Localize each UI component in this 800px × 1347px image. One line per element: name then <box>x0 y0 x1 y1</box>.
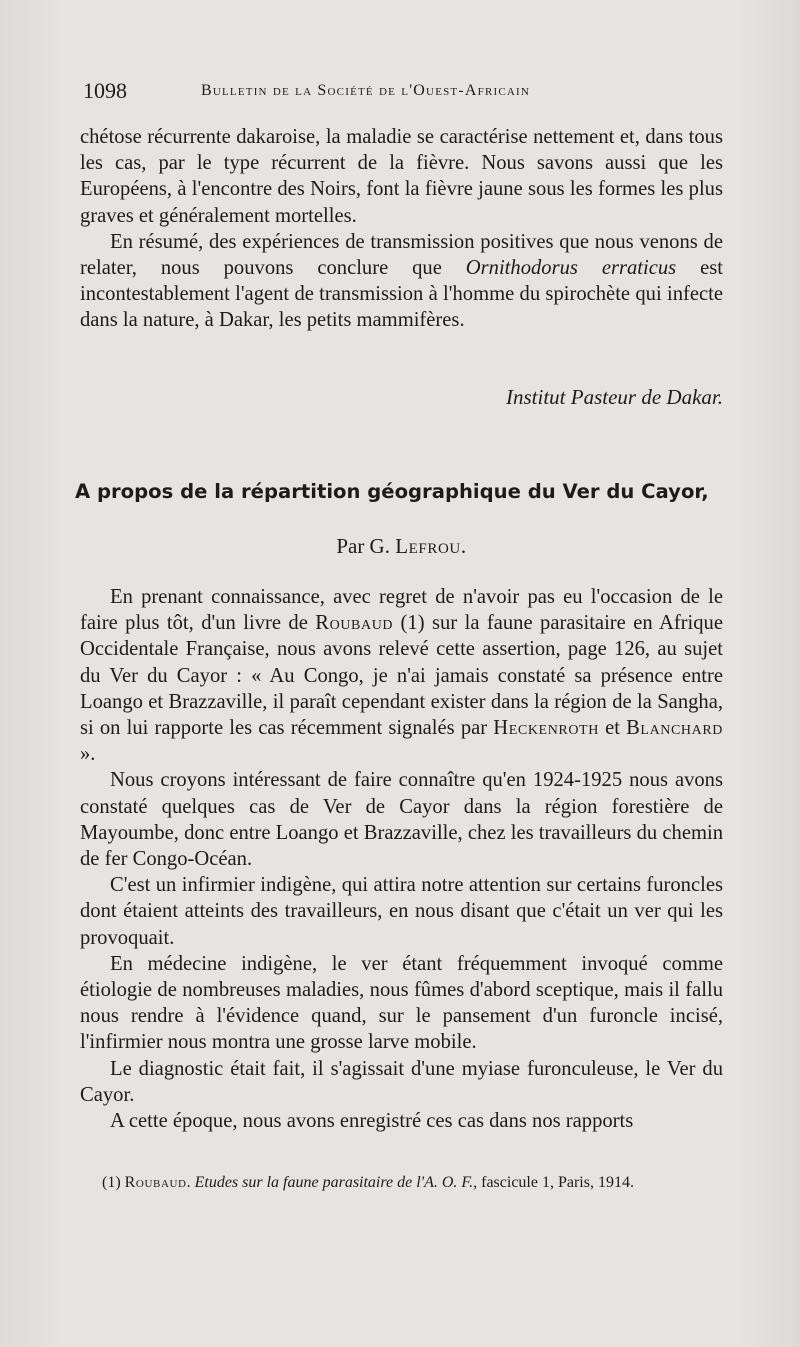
article-body <box>80 584 723 1134</box>
paragraph: Nous croyons intéressant de faire connaître qu'en 1924-1925 nous avons constaté quelques cas de Ver de Cayor dans la région forestière de Mayoumbe, donc entre Loango et Brazzaville, chez les travailleurs du chemin de fer Congo-Océan. <box>80 769 723 871</box>
footnote <box>80 1172 723 1194</box>
text-run: (1) sur la faune parasitaire en Afrique Occidentale Française, nous avons relevé cette assertion, page 126, au sujet du Ver du Cayor : « Au Congo, je n'ai jamais constaté sa présence entre Loango et Brazzaville, il paraît cependant exister dans la région de la Sangha, si on lui rapporte les cas récemment signalés par <box>80 612 723 740</box>
paragraph <box>80 584 723 767</box>
author-name: Roubaud <box>315 612 394 635</box>
paragraph: Le diagnostic était fait, il s'agissait d'une myiase furonculeuse, le Ver du Cayor. <box>80 1057 723 1106</box>
author-name: Blanchard <box>626 717 723 740</box>
footnote-marker: (1) <box>102 1174 125 1191</box>
previous-article-ending <box>80 124 723 334</box>
footnote-author: Roubaud <box>124 1174 187 1191</box>
paragraph: chétose récurrente dakaroise, la maladie se caractérise nettement et, dans tous les cas, par le type récurrent de la fièvre. Nous savons aussi que les Européens, à l'encontre des Noirs, font la fièvre jaune sous les formes les plus graves et généralement mortelles. <box>80 126 723 227</box>
text-run: . <box>186 1174 195 1191</box>
text-run: est incontestablement l'agent de transmission à l'homme du spirochète qui infecte dans la nature, à Dakar, les petits mammifères. <box>80 257 723 332</box>
article-title: A propos de la répartition géographique du Ver du Cayor, <box>75 480 709 503</box>
text-run: ». <box>80 743 96 766</box>
text-run: En résumé, des expériences de transmission positives que nous venons de relater, nous pouvons conclure que <box>80 230 723 280</box>
page-number: 1098 <box>83 78 127 103</box>
page-header <box>83 78 723 108</box>
footnote-text <box>80 1172 723 1194</box>
text-run: , fascicule 1, Paris, 1914. <box>473 1174 634 1191</box>
text-run: et <box>598 717 627 740</box>
author-prefix: Par G. <box>336 534 396 558</box>
text-run: En prenant connaissance, avec regret de n'avoir pas eu l'occasion de le faire plus tôt, d'un livre de <box>80 586 723 635</box>
institution-signature: Institut Pasteur de Dakar. <box>506 385 723 409</box>
species-name: Ornithodorus erraticus <box>465 257 677 280</box>
paragraph: En médecine indigène, le ver étant fréquemment invoqué comme étiologie de nombreuses maladies, nous fûmes d'abord sceptique, mais il fallu nous rendre à l'évidence quand, sur le pansement d'un furoncle incisé, l'infirmier nous montra une grosse larve mobile. <box>80 952 723 1054</box>
article-author <box>80 534 723 559</box>
author-name: Heckenroth <box>493 717 599 740</box>
running-title: Bulletin de la Société de l'Ouest-Africain <box>201 82 531 99</box>
paragraph-conclusion <box>80 229 723 334</box>
author-name: Lefrou. <box>395 534 467 558</box>
paragraph: C'est un infirmier indigène, qui attira notre attention sur certains furoncles dont étaient atteints des travailleurs, en nous disant que c'était un ver qui les provoquait. <box>80 874 723 949</box>
footnote-title: Etudes sur la faune parasitaire de l'A. O. F. <box>194 1174 474 1191</box>
paragraph: A cette époque, nous avons enregistré ces cas dans nos rapports <box>110 1110 634 1133</box>
